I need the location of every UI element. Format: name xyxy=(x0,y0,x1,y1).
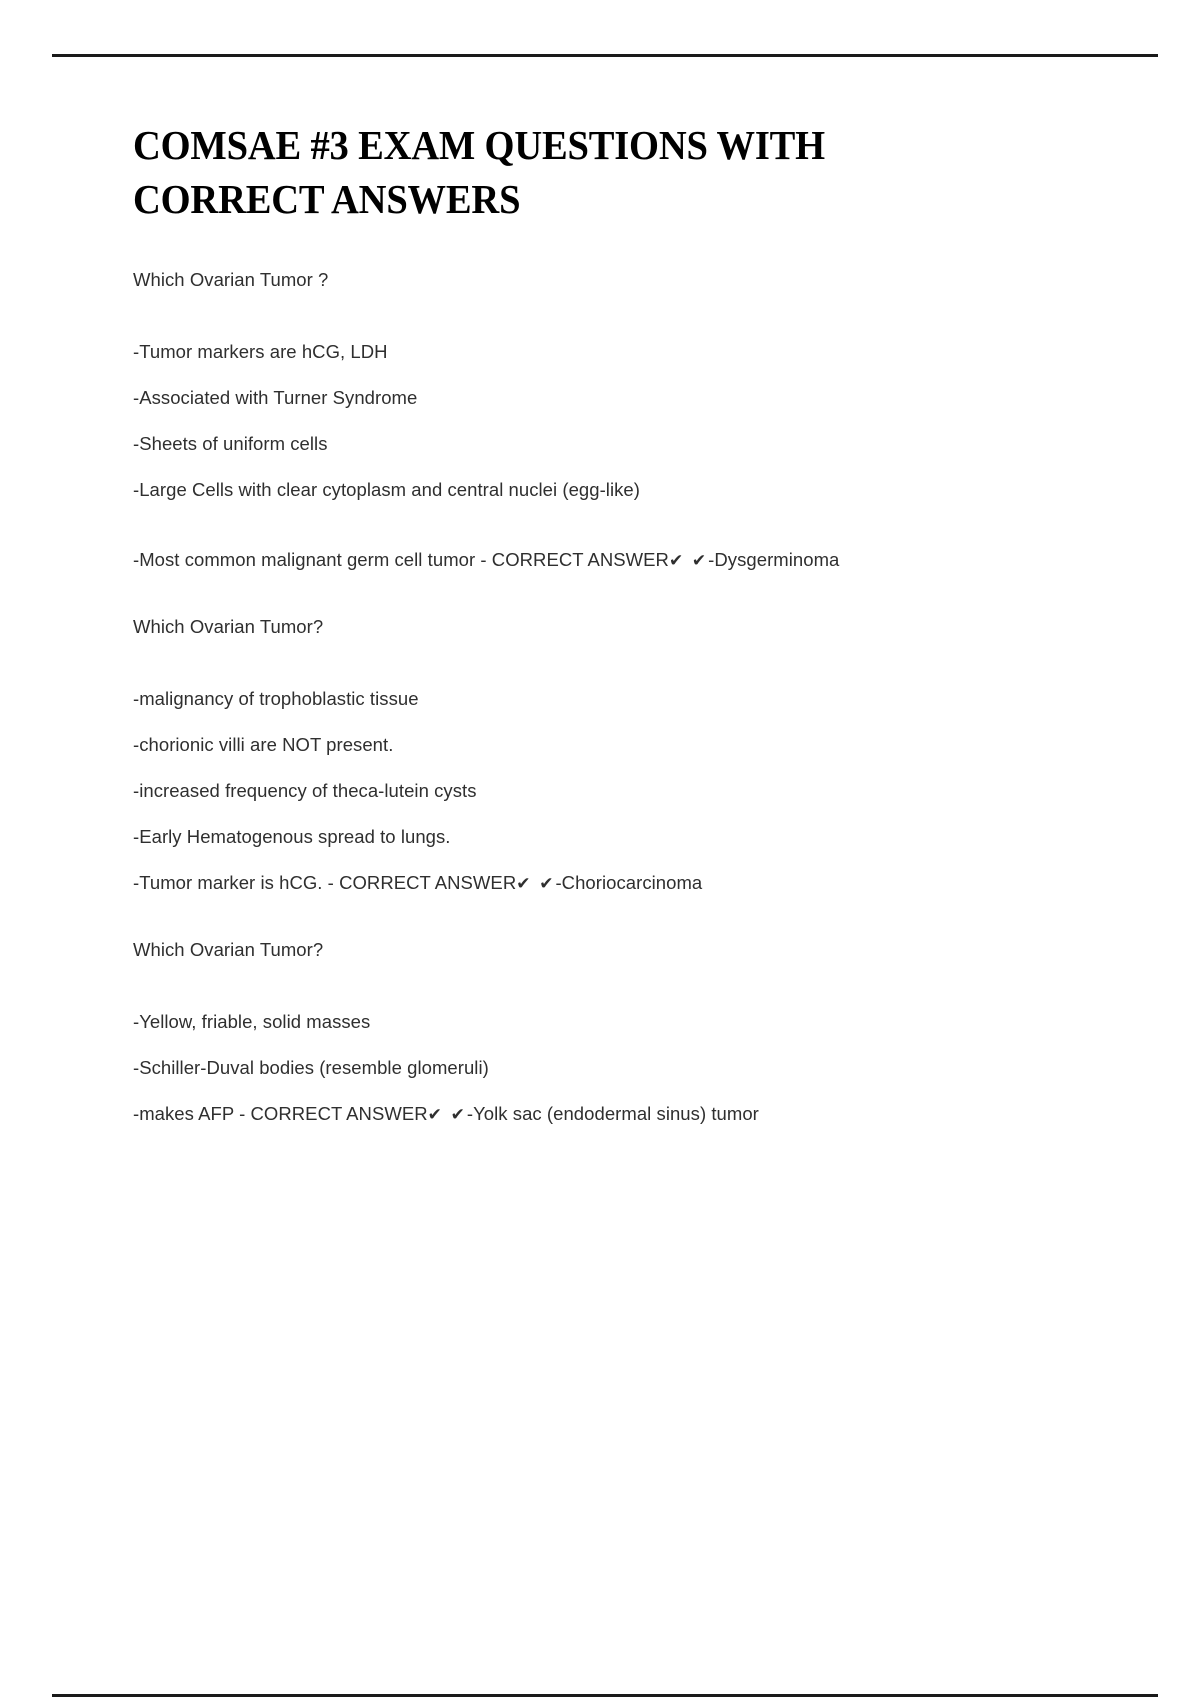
answer-text-2: -Choriocarcinoma xyxy=(555,872,703,893)
answer-prompt-3: -makes AFP - CORRECT ANSWER xyxy=(133,1103,428,1124)
spacer xyxy=(133,711,1073,733)
spacer xyxy=(133,410,1073,432)
answer-prompt-1: -Most common malignant germ cell tumor - CORRECT ANSWER xyxy=(133,549,669,570)
checkmark-icon: ✔ ✔ xyxy=(427,1105,467,1124)
clue-2-1: -malignancy of trophoblastic tissue xyxy=(133,688,419,709)
question-block-2 xyxy=(133,615,1073,896)
checkmark-icon: ✔ ✔ xyxy=(516,874,556,893)
spacer xyxy=(133,1034,1073,1056)
spacer xyxy=(133,364,1073,386)
answer-text-1: -Dysgerminoma xyxy=(708,549,840,570)
clue-3-2: -Schiller-Duval bodies (resemble glomeruli) xyxy=(133,1057,489,1078)
clue-1-1: -Tumor markers are hCG, LDH xyxy=(133,341,388,362)
spacer xyxy=(133,502,1073,548)
clue-3-1: -Yellow, friable, solid masses xyxy=(133,1011,371,1032)
question-prompt-2: Which Ovarian Tumor? xyxy=(133,616,324,637)
spacer xyxy=(133,292,1073,340)
answer-line-3 xyxy=(133,1102,1073,1127)
question-prompt-3: Which Ovarian Tumor? xyxy=(133,939,324,960)
question-prompt-1: Which Ovarian Tumor ? xyxy=(133,269,329,290)
spacer xyxy=(133,757,1073,779)
header-divider xyxy=(52,54,1158,57)
spacer xyxy=(133,803,1073,825)
clue-1-3: -Sheets of uniform cells xyxy=(133,433,328,454)
spacer xyxy=(133,1080,1073,1102)
answer-line-2 xyxy=(133,871,1073,896)
answer-prompt-2: -Tumor marker is hCG. - CORRECT ANSWER xyxy=(133,872,517,893)
clue-2-3: -increased frequency of theca-lutein cysts xyxy=(133,780,477,801)
spacer xyxy=(133,639,1073,687)
answer-text-3: -Yolk sac (endodermal sinus) tumor xyxy=(466,1103,759,1124)
checkmark-icon: ✔ ✔ xyxy=(668,551,709,570)
page-title: COMSAE #3 EXAM QUESTIONS WITH CORRECT ANSWERS xyxy=(133,122,825,222)
spacer xyxy=(133,456,1073,478)
question-block-1 xyxy=(133,268,1073,573)
clue-2-2: -chorionic villi are NOT present. xyxy=(133,734,394,755)
clue-1-2: -Associated with Turner Syndrome xyxy=(133,387,418,408)
answer-line-1 xyxy=(133,548,1073,573)
spacer xyxy=(133,962,1073,1010)
footer-divider xyxy=(52,1694,1158,1697)
document-content xyxy=(133,118,1073,1127)
spacer xyxy=(133,849,1073,871)
clue-2-4: -Early Hematogenous spread to lungs. xyxy=(133,826,451,847)
question-block-3 xyxy=(133,938,1073,1127)
clue-1-4: -Large Cells with clear cytoplasm and central nuclei (egg-like) xyxy=(133,479,640,500)
